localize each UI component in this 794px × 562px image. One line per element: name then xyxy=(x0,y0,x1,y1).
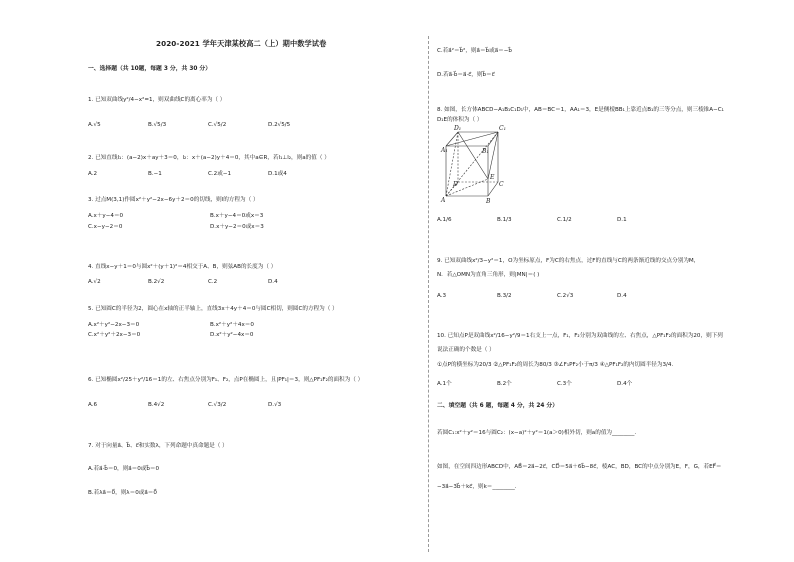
label-d1: D₁ xyxy=(454,125,462,132)
q7-option-b: B.若λa⃗＝0⃗，则λ＝0或a⃗＝0⃗ xyxy=(88,490,157,496)
diag-a1c1 xyxy=(446,132,498,146)
section-choice-heading: 一、选择题（共 10题，每题 3 分，共 30 分） xyxy=(88,66,212,72)
q3-stem: 3. 过点M(3,1)作圆x²＋y²−2x−6y＋2＝0的切线，则l的方程为（ ） xyxy=(88,197,259,203)
q9-option-c: C.2√3 xyxy=(557,293,574,299)
q10-stem-line3: ①点P的横坐标为20/3 ②△PF₁F₂的周长为80/3 ③∠F₁PF₂小于π/3 ④△PF₁F₂的内切圆半径为3/4. xyxy=(437,362,674,368)
seg-d1e xyxy=(458,132,488,179)
f1-stem: 若圆C₁:x²＋y²＝16与圆C₂：(x−a)²＋y²＝1(a＞0)相外切，则a的值为________. xyxy=(437,430,637,436)
label-d: D xyxy=(453,181,458,188)
q6-option-b: B.4√2 xyxy=(148,402,165,408)
q2-option-d: D.1或4 xyxy=(268,171,287,177)
q10-option-a: A.1个 xyxy=(437,381,452,387)
f2-stem-line1: 如图，在空间四边形ABCD中，AB⃗＝2a⃗−2c⃗，CD⃗＝5a⃗＋6b⃗−8c⃗，棱AC，BD，BC的中点分别为E，F，G，若EF⃗＝ xyxy=(437,464,722,470)
q2-option-b: B.−1 xyxy=(148,171,162,177)
q2-option-a: A.2 xyxy=(88,171,98,177)
q4-option-b: B.2√2 xyxy=(148,279,165,285)
q5-option-a: A.x²＋y²−2x−3＝0 xyxy=(88,322,140,328)
q1-option-c: C.√5/2 xyxy=(208,122,227,128)
column-divider xyxy=(428,36,429,552)
q10-option-d: D.4个 xyxy=(617,381,633,387)
q8-option-b: B.1/3 xyxy=(497,217,512,223)
q5-option-b: B.x²＋y²＋4x＝0 xyxy=(210,322,254,328)
q6-option-a: A.6 xyxy=(88,402,98,408)
q9-stem-line2: N．若△OMN为直角三角形，则|MN|＝( ) xyxy=(437,272,540,278)
q1-option-d: D.2√5/5 xyxy=(268,122,291,128)
q2-stem: 2. 已知直线l₁：(a−2)x＋ay＋3＝0，l₂：x＋(a−2)y＋4＝0，其中a∈R，若l₁⊥l₂，则a的值（ ） xyxy=(88,155,330,161)
q8-stem-line1: 8. 如图，长方体ABCD−A₁B₁C₁D₁中，AB＝BC＝1，AA₁＝3，E是侧棱BB₁上靠近点B₁的三等分点，则三棱锥A−C₁ xyxy=(437,107,724,113)
label-c: C xyxy=(499,181,504,188)
label-a: A xyxy=(441,197,446,204)
q4-option-d: D.4 xyxy=(268,279,278,285)
q8-option-c: C.1/2 xyxy=(557,217,572,223)
edge-a1d1 xyxy=(446,132,458,146)
q3-option-b: B.x＋y−4＝0或x＝3 xyxy=(210,213,264,219)
q4-option-a: A.√2 xyxy=(88,279,101,285)
q10-stem-line2: 说法正确的个数是（ ） xyxy=(437,347,495,353)
q1-option-a: A.√5 xyxy=(88,122,101,128)
q10-stem-line1: 10. 已知点P是双曲线x²/16−y²/9＝1右支上一点，F₁，F₂分别为双曲线的左、右焦点，△PF₁F₂的面积为20，则下列 xyxy=(437,333,723,339)
q6-stem: 6. 已知椭圆x²/25＋y²/16＝1的左、右焦点分别为F₁、F₂，点P在椭圆上，且|PF₁|＝3，则△PF₁F₂的面积为（ ） xyxy=(88,377,364,383)
q3-option-d: D.x＋y−2＝0或x＝3 xyxy=(210,224,264,230)
q7-stem: 7. 对于向量a⃗、b⃗、c⃗和实数λ，下列命题中真命题是（ ） xyxy=(88,443,228,449)
label-b: B xyxy=(486,198,491,205)
q8-option-a: A.1/6 xyxy=(437,217,452,223)
label-e: E xyxy=(490,174,495,181)
q5-stem: 5. 已知圆C的半径为2，圆心在x轴的正半轴上，直线3x＋4y＋4＝0与圆C相切，则圆C的方程为（ ） xyxy=(88,306,338,312)
q7-option-d: D.若a⃗·b⃗＝a⃗·c⃗，则b⃗＝c⃗ xyxy=(437,72,495,78)
q3-option-c: C.x−y−2＝0 xyxy=(88,224,123,230)
q6-option-c: C.√3/2 xyxy=(208,402,227,408)
q1-option-b: B.√5/3 xyxy=(148,122,167,128)
q9-option-a: A.3 xyxy=(437,293,447,299)
q10-option-b: B.2个 xyxy=(497,381,512,387)
q7-option-c: C.若a⃗²＝b⃗²，则a⃗＝b⃗或a⃗＝−b⃗ xyxy=(437,48,512,54)
q5-option-c: C.x²＋y²＋2x−3＝0 xyxy=(88,332,141,338)
q7-option-a: A.若a⃗·b⃗＝0，则a⃗＝0或b⃗＝0 xyxy=(88,466,160,472)
q6-option-d: D.√3 xyxy=(268,402,282,408)
q3-option-a: A.x＋y−4＝0 xyxy=(88,213,124,219)
q9-stem-line1: 9. 已知双曲线x²/3−y²＝1，O为坐标原点，F为C的右焦点，过F的直线与C的两条渐近线的交点分别为M， xyxy=(437,258,700,264)
label-b1: B₁ xyxy=(482,148,489,155)
q8-stem-line2: D₁E的体积为（ ） xyxy=(437,117,483,123)
q9-option-d: D.4 xyxy=(617,293,627,299)
f2-stem-line2: −3a⃗−3b⃗＋kc⃗，则k＝________. xyxy=(437,484,517,490)
q9-option-b: B.3/2 xyxy=(497,293,512,299)
label-c1: C₁ xyxy=(499,125,506,132)
cuboid-figure xyxy=(442,124,512,204)
q4-stem: 4. 直线x−y＋1＝0与圆x²＋(y＋1)²＝4相交于A、B，则弦AB的长度为（ ） xyxy=(88,264,277,270)
edge-bc xyxy=(488,182,498,196)
section-fill-heading: 二、填空题（共 6 题，每题 4 分，共 24 分） xyxy=(437,403,558,409)
q8-option-d: D.1 xyxy=(617,217,627,223)
q1-stem: 1. 已知双曲线y²/4−x²=1，则双曲线C的离心率为（ ） xyxy=(88,97,226,103)
q5-option-d: D.x²＋y²−4x＝0 xyxy=(210,332,254,338)
label-a1: A₁ xyxy=(441,147,448,154)
q2-option-c: C.2或−1 xyxy=(208,171,232,177)
q4-option-c: C.2 xyxy=(208,279,218,285)
page-title: 2020-2021 学年天津某校高二（上）期中数学试卷 xyxy=(156,39,327,48)
q10-option-c: C.3个 xyxy=(557,381,572,387)
